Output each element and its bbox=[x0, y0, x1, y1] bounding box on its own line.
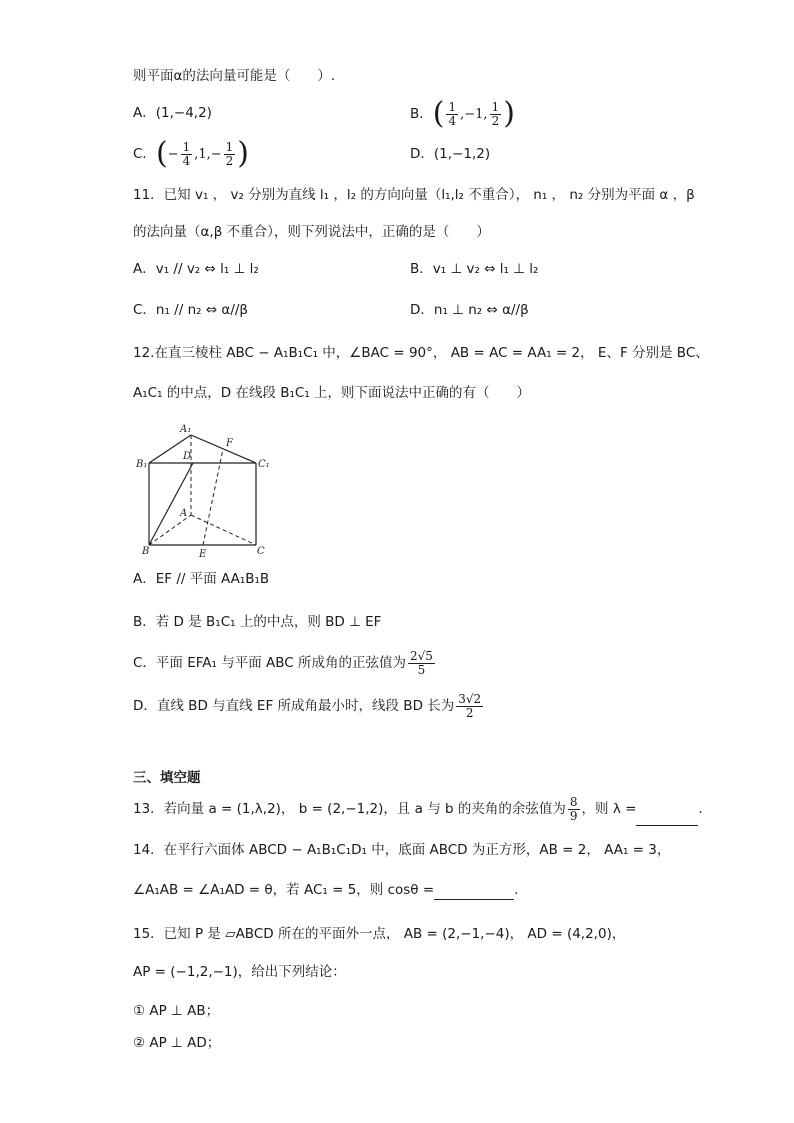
q10-option-b: B．( $\frac{1}{4}$ ,−1, $\frac{1}{2}$ ) bbox=[410, 96, 515, 131]
q12-stem-line2: A₁C₁ 的中点，D 在线段 B₁C₁ 上，则下面说法中正确的有（ ） bbox=[133, 385, 531, 401]
q12-option-b: B．若 D 是 B₁C₁ 上的中点，则 BD ⊥ EF bbox=[133, 614, 382, 630]
q11-stem-line2: 的法向量（α,β 不重合），则下列说法中，正确的是（ ） bbox=[133, 224, 490, 240]
q14-answer-blank[interactable] bbox=[434, 899, 514, 900]
label-e: E bbox=[199, 549, 207, 560]
q10-stem: 则平面α的法向量可能是（ ）. bbox=[133, 68, 336, 84]
label-b: B bbox=[142, 546, 150, 557]
label-c: C bbox=[257, 546, 265, 557]
q11-option-a: A．v₁ // v₂ ⇔ l₁ ⊥ l₂ bbox=[133, 261, 259, 277]
q10-option-c: C．(− $\frac{1}{4}$ ,1,− $\frac{1}{2}$ ) bbox=[133, 136, 249, 171]
q13-answer-blank[interactable] bbox=[636, 825, 698, 826]
q10-option-a: A．(1,−4,2) bbox=[133, 105, 212, 121]
q12-option-a: A．EF // 平面 AA₁B₁B bbox=[133, 571, 270, 587]
q13-stem: 13．若向量 a = (1,λ,2)， b = (2,−1,2)，且 a 与 b 的夹角的余弦值为 $\frac{8}{9}$ ，则 λ = . bbox=[133, 792, 703, 826]
label-d: D bbox=[183, 451, 192, 462]
label-f: F bbox=[226, 438, 233, 449]
q12-stem-line1: 12.在直三棱柱 ABC − A₁B₁C₁ 中，∠BAC = 90°， AB = AC = AA₁ = 2， E、F 分别是 BC、 bbox=[133, 345, 709, 361]
prism-figure bbox=[136, 420, 276, 560]
q12-option-d: D．直线 BD 与直线 EF 所成角最小时，线段 BD 长为 $\frac{3√2}{2}$ bbox=[133, 691, 482, 720]
q10-option-d: D．(1,−1,2) bbox=[410, 146, 491, 162]
label-b1: B₁ bbox=[136, 459, 148, 470]
label-a1: A₁ bbox=[180, 424, 192, 435]
q15-stem-line2: AP = (−1,2,−1)，给出下列结论： bbox=[133, 964, 346, 980]
section-title: 三、填空题 bbox=[133, 770, 201, 786]
q15-conclusion-1: ① AP ⊥ AB； bbox=[133, 1003, 220, 1019]
q11-option-b: B．v₁ ⊥ v₂ ⇔ l₁ ⊥ l₂ bbox=[410, 261, 539, 277]
q11-stem-line1: 11．已知 v₁ ， v₂ 分别为直线 l₁ ，l₂ 的方向向量（l₁,l₂ 不重合）， n₁ ， n₂ 分别为平面 α ，β bbox=[133, 187, 695, 203]
label-c1: C₁ bbox=[258, 459, 270, 470]
q15-stem-line1: 15．已知 P 是 ▱ABCD 所在的平面外一点， AB = (2,−1,−4)， AD = (4,2,0)， bbox=[133, 926, 626, 942]
q14-stem-line2: ∠A₁AB = ∠A₁AD = θ，若 AC₁ = 5，则 cosθ = . bbox=[133, 882, 519, 898]
q11-option-d: D．n₁ ⊥ n₂ ⇔ α//β bbox=[410, 302, 529, 318]
q14-stem-line1: 14．在平行六面体 ABCD − A₁B₁C₁D₁ 中，底面 ABCD 为正方形，AB = 2， AA₁ = 3， bbox=[133, 842, 671, 858]
q11-option-c: C．n₁ // n₂ ⇔ α//β bbox=[133, 302, 249, 318]
q15-conclusion-2: ② AP ⊥ AD； bbox=[133, 1035, 221, 1051]
q12-option-c: C．平面 EFA₁ 与平面 ABC 所成角的正弦值为 $\frac{2√5}{5}$ bbox=[133, 648, 433, 677]
label-a: A bbox=[180, 508, 188, 519]
